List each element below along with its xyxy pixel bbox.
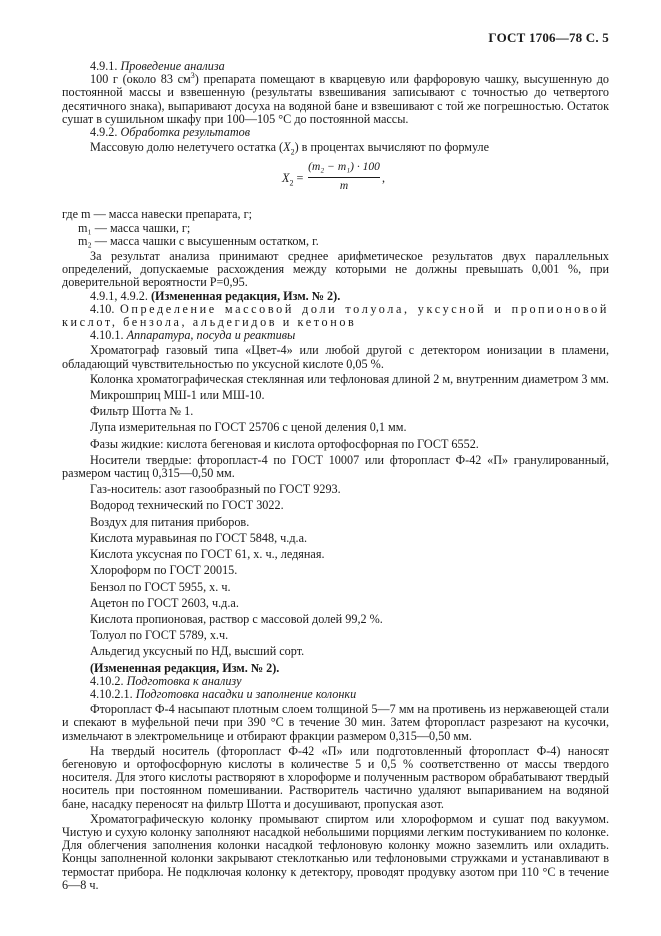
section-title: Определение массовой доли толуола, уксусной и пропионовой кислот, бензола, альдегидов и кетонов <box>62 301 609 330</box>
list-item: Лупа измерительная по ГОСТ 25706 с ценой деления 0,1 мм. <box>90 420 407 435</box>
text-part: Массовую долю нелетучего остатка ( <box>90 140 284 155</box>
section-title: Проведение анализа <box>120 59 225 73</box>
result-paragraph: За результат анализа принимают среднее арифметическое результатов двух параллельных определений, допускаемые расхождения между которыми не должны превышать 0,001 %, при доверительной вероятности Р=0,95. <box>62 249 609 290</box>
section-4-9-1-text <box>62 73 609 126</box>
list-item: Фильтр Шотта № 1. <box>90 404 194 419</box>
formula-comma: , <box>382 171 386 186</box>
section-4-9-2-heading <box>62 126 609 139</box>
section-4-10-1-heading <box>62 329 609 342</box>
section-title: Аппаратура, посуда и реактивы <box>126 328 296 343</box>
list-item: Микрошприц МШ-1 или МШ-10. <box>90 388 265 403</box>
formula <box>62 158 609 202</box>
section-number: 4.10.2.1. <box>90 686 133 701</box>
superscript: 3 <box>190 71 195 81</box>
equipment-list <box>62 344 609 658</box>
subscript: 2 <box>290 147 295 157</box>
definition-line: где m — масса навески препарата, г; <box>62 207 253 222</box>
definition-line: m₁ — масса чашки, г; <box>78 220 191 235</box>
list-item: Фазы жидкие: кислота бегеновая и кислота ортофосфорная по ГОСТ 6552. <box>90 436 479 451</box>
formula-lhs <box>282 171 304 188</box>
list-item: Хлороформ по ГОСТ 20015. <box>90 563 238 578</box>
preparation-paragraph: Фторопласт Ф-4 насыпают плотным слоем толщиной 5—7 мм на противень из нержавеющей стали и спекают в муфельной печи при 390 °С в течение 30 мин. Затем фторопласт разрезают на кусочки, измельчают в электромельнице и отбирают фракции размером 0,315—0,50 мм. <box>62 702 609 743</box>
formula-denominator: m <box>339 179 349 192</box>
formula-intro <box>62 140 609 157</box>
section-title: Подготовка насадки и заполнение колонки <box>135 686 357 701</box>
formula-numerator: (m₂ − m₁) · 100 <box>308 161 380 177</box>
definition-line: m₂ — масса чашки с высушенным остатком, г. <box>78 233 319 248</box>
edit-note-prefix: 4.9.1, 4.9.2. <box>90 288 148 303</box>
text-part: ) в процентах вычисляют по формуле <box>294 140 490 155</box>
section-number: 4.10. <box>90 301 115 316</box>
section-number: 4.10.2. <box>90 673 124 688</box>
preparation-paragraph: На твердый носитель (фторопласт Ф-42 «П» или подготовленный фторопласт Ф-4) наносят бегеновую и ортофосфорную кислоты в количестве 5 и 0,5 % соответственно от массы твердого носителя. Для этого кислоты растворяют в хлороформе и полученным раствором обрабатывают твердый носитель при постоянном помешивании. Растворитель частично удаляют выпариванием на водяной бане, насадку переносят на фильтр Шотта и досушивают, пропуская азот. <box>62 743 609 811</box>
section-number: 4.9.1. <box>90 59 118 73</box>
page-header: ГОСТ 1706—78 С. 5 <box>488 30 609 45</box>
list-item: Газ-носитель: азот газообразный по ГОСТ 9293. <box>90 482 341 497</box>
text-part: ) препарата помещают в кварцевую или фарфоровую чашку, высушенную до постоянной массы и взвешенную (результаты взвешивания записывают с точностью до четвертого десятичного знака), выпаривают досуха на водяной бане и взвешивают с той же погрешностью. Остаток сушат в сушильном шкафу при 100—105 °С до постоянной массы. <box>62 72 609 126</box>
section-4-10-heading <box>62 303 609 329</box>
formula-equals: = <box>293 171 304 186</box>
variable: X <box>283 140 291 155</box>
list-item: Носители твердые: фторопласт-4 по ГОСТ 10007 или фторопласт Ф-42 «П» гранулированный, размером частиц 0,315—0,50 мм. <box>62 452 609 481</box>
list-item: Бензол по ГОСТ 5955, х. ч. <box>90 579 231 594</box>
formula-fraction <box>308 161 380 192</box>
text-part: 100 г (около 83 см <box>90 72 191 87</box>
section-number: 4.10.1. <box>90 328 124 343</box>
section-title: Обработка результатов <box>120 125 251 140</box>
preparation-paragraph: Хроматографическую колонку промывают спиртом или хлороформом и сушат под вакуумом. Чистую и сухую колонку заполняют насадкой небольшими порциями легким постукиванием по колонке. Для облегчения заполнения колонки насадкой тефлоновую колонку можно заземлить или охладить. Концы заполненной колонки закрывают стеклотканью или тефлоновыми стружками и устанавливают в термостат прибора. Не подключая колонку к детектору, проводят продувку азотом при 110 °С в течение 6—8 ч. <box>62 811 609 892</box>
list-item: Альдегид уксусный по НД, высший сорт. <box>90 644 305 659</box>
section-number: 4.9.2. <box>90 125 118 140</box>
list-item: Воздух для питания приборов. <box>90 514 250 529</box>
list-item: Ацетон по ГОСТ 2603, ч.д.а. <box>90 595 239 610</box>
variable-definitions <box>62 208 609 248</box>
section-title: Подготовка к анализу <box>126 673 242 688</box>
document-body <box>62 60 609 892</box>
edit-note-label: (Измененная редакция, Изм. № 2). <box>150 288 341 303</box>
list-item: Кислота пропионовая, раствор с массовой долей 99,2 %. <box>90 611 383 626</box>
list-item: Толуол по ГОСТ 5789, х.ч. <box>90 628 229 643</box>
formula-subscript: 2 <box>289 178 294 188</box>
list-item: Водород технический по ГОСТ 3022. <box>90 498 284 513</box>
section-4-10-2-1-heading <box>62 688 609 701</box>
list-item: Кислота уксусная по ГОСТ 61, х. ч., ледяная. <box>90 547 325 562</box>
list-item: Колонка хроматографическая стеклянная или тефлоновая длиной 2 м, внутренним диаметром 3 мм. <box>90 371 609 386</box>
edit-note: (Измененная редакция, Изм. № 2). <box>90 660 280 675</box>
formula-variable: X <box>282 171 290 186</box>
list-item: Кислота муравьиная по ГОСТ 5848, ч.д.а. <box>90 530 308 545</box>
list-item: Хроматограф газовый типа «Цвет-4» или любой другой с детектором ионизации в пламени, обладающий чувствительностью по уксусной кислоте 0,05 %. <box>62 343 609 371</box>
